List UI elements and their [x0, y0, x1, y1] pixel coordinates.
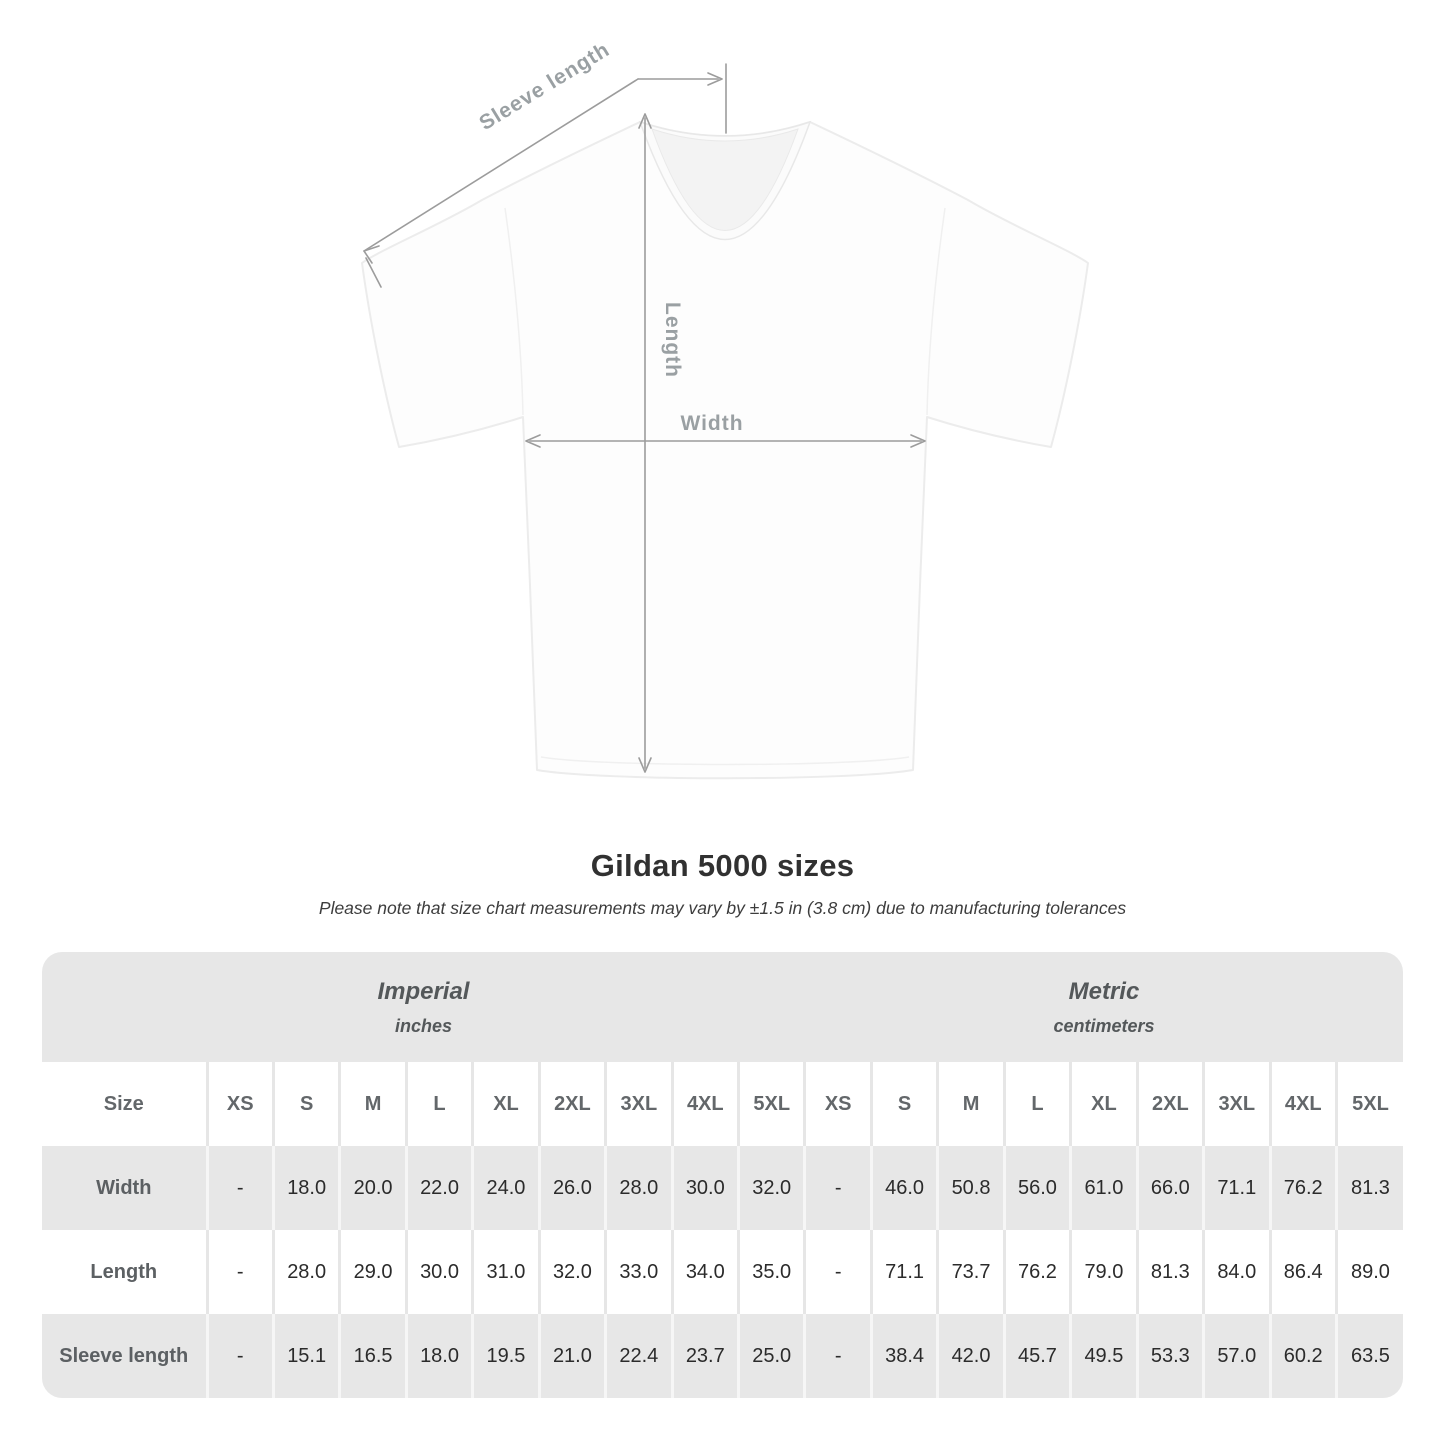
cell: -: [805, 1146, 871, 1230]
imperial-unit: inches: [394, 1015, 452, 1036]
cell: 53.3: [1137, 1314, 1203, 1398]
cell: 33.0: [606, 1230, 672, 1314]
units-header-row: [42, 952, 1403, 1062]
length-label: Length: [661, 302, 684, 378]
tshirt-illustration: [362, 122, 1088, 778]
size-col-header: XL: [473, 1062, 539, 1146]
cell: 28.0: [273, 1230, 339, 1314]
cell: 32.0: [739, 1146, 805, 1230]
cell: 81.3: [1336, 1146, 1403, 1230]
cell: 56.0: [1004, 1146, 1070, 1230]
cell: 89.0: [1336, 1230, 1403, 1314]
size-col-header: 4XL: [672, 1062, 738, 1146]
cell: -: [207, 1314, 273, 1398]
cell: 60.2: [1270, 1314, 1336, 1398]
size-chart-table: [42, 952, 1403, 1398]
metric-title: Metric: [1068, 977, 1140, 1005]
cell: -: [207, 1230, 273, 1314]
cell: 84.0: [1204, 1230, 1270, 1314]
cell: 16.5: [340, 1314, 406, 1398]
size-col-header: 5XL: [739, 1062, 805, 1146]
cell: 76.2: [1004, 1230, 1070, 1314]
size-col-header: S: [871, 1062, 937, 1146]
size-col-header: XL: [1071, 1062, 1137, 1146]
metric-unit: centimeters: [1053, 1015, 1155, 1036]
row-label: Sleeve length: [42, 1314, 207, 1398]
cell: 81.3: [1137, 1230, 1203, 1314]
cell: 32.0: [539, 1230, 605, 1314]
cell: 23.7: [672, 1314, 738, 1398]
cell: 73.7: [938, 1230, 1004, 1314]
cell: 71.1: [871, 1230, 937, 1314]
imperial-section-header: [42, 952, 805, 1062]
cell: 24.0: [473, 1146, 539, 1230]
row-label: Width: [42, 1146, 207, 1230]
cell: 29.0: [340, 1230, 406, 1314]
cell: 34.0: [672, 1230, 738, 1314]
size-col-header: L: [1004, 1062, 1070, 1146]
cell: 49.5: [1071, 1314, 1137, 1398]
cell: 22.4: [606, 1314, 672, 1398]
cell: 21.0: [539, 1314, 605, 1398]
cell: 30.0: [672, 1146, 738, 1230]
cell: 35.0: [739, 1230, 805, 1314]
cell: 31.0: [473, 1230, 539, 1314]
size-col-header: 5XL: [1336, 1062, 1403, 1146]
cell: 20.0: [340, 1146, 406, 1230]
page-title: Gildan 5000 sizes: [590, 848, 855, 883]
cell: 42.0: [938, 1314, 1004, 1398]
cell: 26.0: [539, 1146, 605, 1230]
size-col-header: L: [406, 1062, 472, 1146]
sleeve-length-label: Sleeve length: [475, 37, 614, 136]
size-header-row: [42, 1062, 1403, 1146]
size-col-header: M: [340, 1062, 406, 1146]
size-col-header: 4XL: [1270, 1062, 1336, 1146]
cell: 30.0: [406, 1230, 472, 1314]
cell: -: [805, 1314, 871, 1398]
metric-section-header: [805, 952, 1403, 1062]
cell: 28.0: [606, 1146, 672, 1230]
width-label: Width: [680, 412, 744, 435]
imperial-title: Imperial: [377, 977, 470, 1005]
size-col-header: M: [938, 1062, 1004, 1146]
cell: 15.1: [273, 1314, 339, 1398]
cell: 61.0: [1071, 1146, 1137, 1230]
cell: 71.1: [1204, 1146, 1270, 1230]
size-col-header: 2XL: [539, 1062, 605, 1146]
table-row-width: [42, 1146, 1403, 1230]
row-label: Length: [42, 1230, 207, 1314]
cell: 57.0: [1204, 1314, 1270, 1398]
size-col-header: S: [273, 1062, 339, 1146]
cell: 38.4: [871, 1314, 937, 1398]
tolerance-note: Please note that size chart measurements may vary by ±1.5 in (3.8 cm) due to manufacturing tolerances: [318, 898, 1127, 918]
cell: -: [805, 1230, 871, 1314]
size-col-header: 3XL: [1204, 1062, 1270, 1146]
cell: 66.0: [1137, 1146, 1203, 1230]
cell: 79.0: [1071, 1230, 1137, 1314]
table-row-length: [42, 1230, 1403, 1314]
cell: 22.0: [406, 1146, 472, 1230]
size-col-header: 3XL: [606, 1062, 672, 1146]
cell: 86.4: [1270, 1230, 1336, 1314]
cell: 18.0: [273, 1146, 339, 1230]
cell: 18.0: [406, 1314, 472, 1398]
cell: 50.8: [938, 1146, 1004, 1230]
cell: 46.0: [871, 1146, 937, 1230]
table-row-sleeve-length: [42, 1314, 1403, 1398]
cell: 63.5: [1336, 1314, 1403, 1398]
cell: -: [207, 1146, 273, 1230]
size-col-header: 2XL: [1137, 1062, 1203, 1146]
cell: 25.0: [739, 1314, 805, 1398]
size-col-header: XS: [207, 1062, 273, 1146]
cell: 45.7: [1004, 1314, 1070, 1398]
cell: 19.5: [473, 1314, 539, 1398]
size-header: Size: [42, 1062, 207, 1146]
size-col-header: XS: [805, 1062, 871, 1146]
cell: 76.2: [1270, 1146, 1336, 1230]
